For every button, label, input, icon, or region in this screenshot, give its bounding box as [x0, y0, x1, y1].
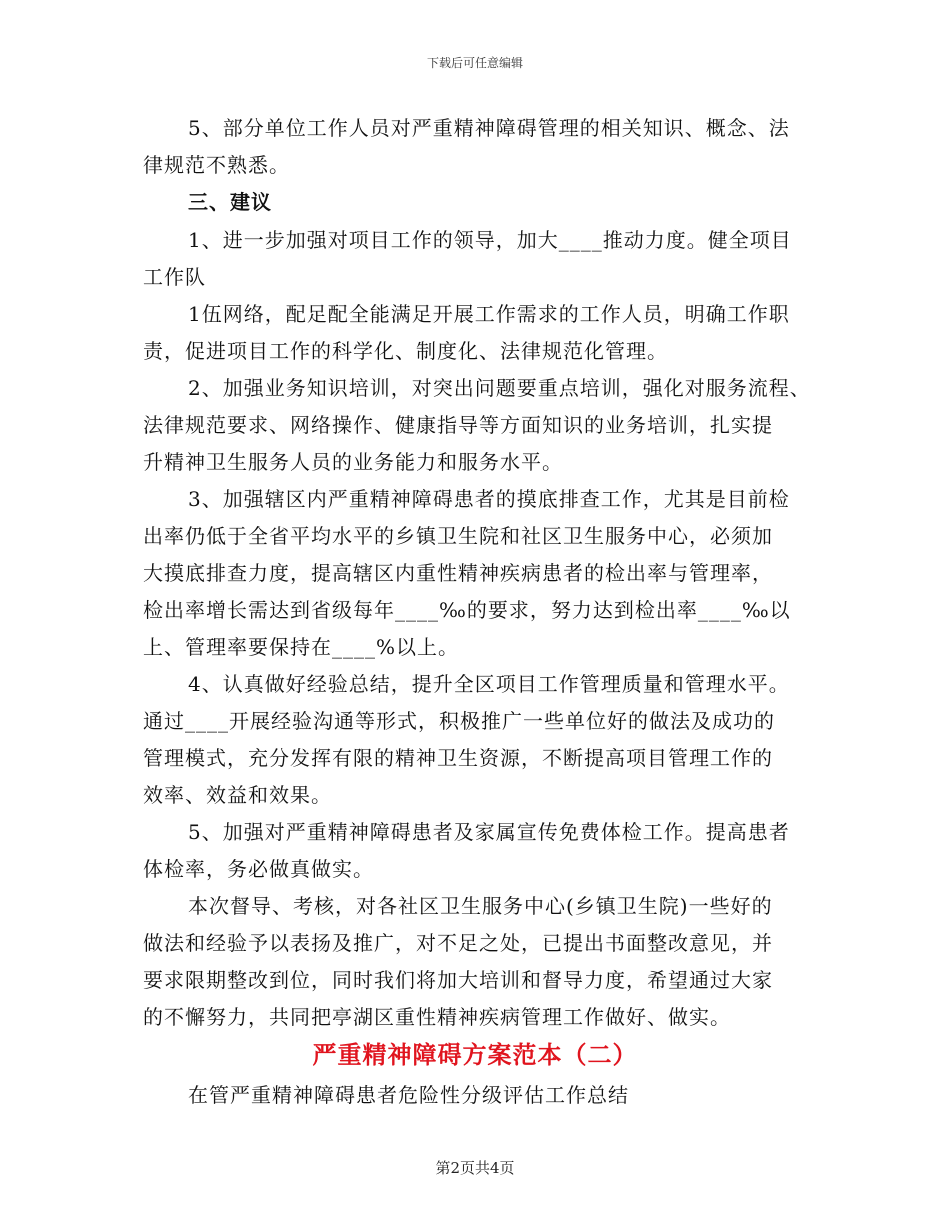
paragraph-line: 5、部分单位工作人员对严重精神障碍管理的相关知识、概念、法 — [188, 116, 790, 140]
paragraph-line: 责，促进项目工作的科学化、制度化、法律规范化管理。 — [143, 339, 668, 363]
paragraph-line: 法律规范要求、网络操作、健康指导等方面知识的业务培训，扎实提 — [143, 413, 773, 437]
page-header: 下载后可任意编辑 — [426, 56, 523, 70]
paragraph-line: 升精神卫生服务人员的业务能力和服务水平。 — [143, 450, 563, 474]
paragraph-line: 的不懈努力，共同把亭湖区重性精神疾病管理工作做好、做实。 — [143, 1005, 731, 1029]
paragraph-line: 律规范不熟悉。 — [143, 153, 290, 177]
paragraph-line: 1、进一步加强对项目工作的领导，加大____推动力度。健全项目 — [188, 228, 792, 252]
paragraph-line: 体检率，务必做真做实。 — [143, 857, 374, 881]
paragraph-line: 3、加强辖区内严重精神障碍患者的摸底排查工作，尤其是目前检 — [188, 487, 790, 511]
paragraph-line: 通过____开展经验沟通等形式，积极推广一些单位好的做法及成功的 — [143, 709, 775, 733]
subtitle: 在管严重精神障碍患者危险性分级评估工作总结 — [188, 1083, 629, 1107]
paragraph-line: 要求限期整改到位，同时我们将加大培训和督导力度，希望通过大家 — [143, 968, 773, 992]
page-footer: 第2页共4页 — [435, 1159, 515, 1177]
paragraph-line: 上、管理率要保持在____%以上。 — [143, 635, 460, 659]
section-heading: 三、建议 — [188, 190, 272, 214]
paragraph-line: 1伍网络，配足配全能满足开展工作需求的工作人员，明确工作职 — [188, 302, 790, 326]
section-title: 严重精神障碍方案范本（二） — [312, 1040, 638, 1069]
paragraph-line: 5、加强对严重精神障碍患者及家属宣传免费体检工作。提高患者 — [188, 820, 790, 844]
paragraph-line: 大摸底排查力度，提高辖区内重性精神疾病患者的检出率与管理率， — [143, 561, 773, 585]
paragraph-line: 效率、效益和效果。 — [143, 783, 332, 807]
paragraph-line: 工作队 — [143, 265, 206, 289]
paragraph-line: 4、认真做好经验总结，提升全区项目工作管理质量和管理水平。 — [188, 672, 790, 696]
paragraph-line: 检出率增长需达到省级每年____‰的要求，努力达到检出率____‰以 — [143, 598, 791, 622]
paragraph-line: 管理模式，充分发挥有限的精神卫生资源，不断提高项目管理工作的 — [143, 746, 773, 770]
paragraph-line: 出率仍低于全省平均水平的乡镇卫生院和社区卫生服务中心，必须加 — [143, 524, 773, 548]
paragraph-line: 做法和经验予以表扬及推广，对不足之处，已提出书面整改意见，并 — [143, 931, 773, 955]
paragraph-line: 本次督导、考核，对各社区卫生服务中心(乡镇卫生院)一些好的 — [188, 894, 773, 918]
paragraph-line: 2、加强业务知识培训，对突出问题要重点培训，强化对服务流程、 — [188, 376, 811, 400]
